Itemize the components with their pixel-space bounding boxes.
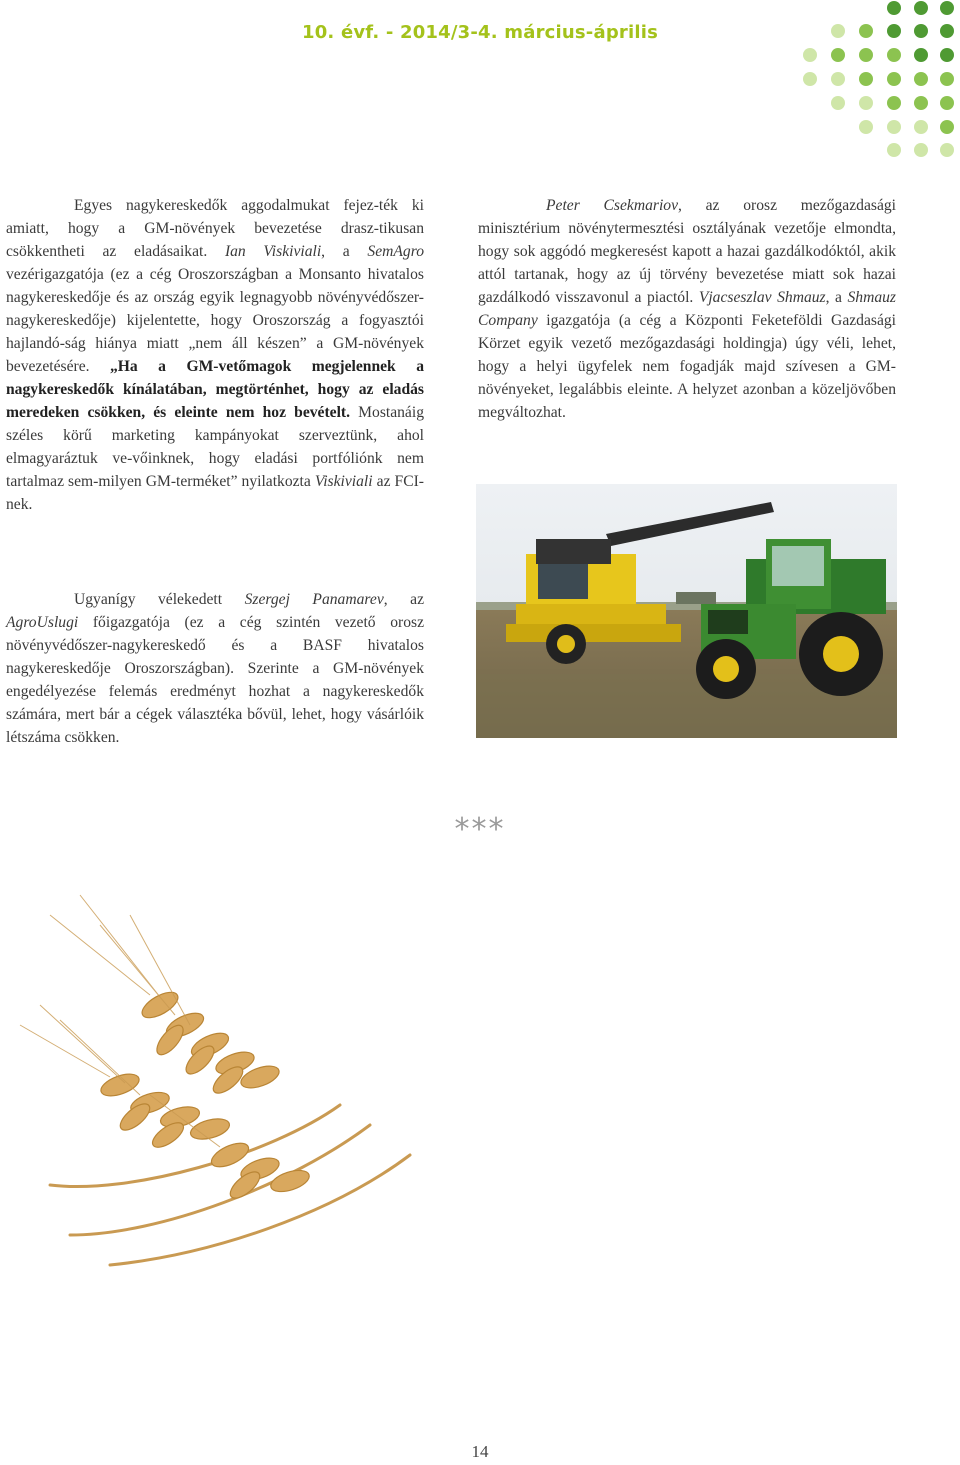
person-name: Peter Csekmariov [546,197,678,214]
person-name: Ian Viskiviali [224,243,322,260]
company-name: AgroUslugi [6,614,79,631]
decorative-dot-grid [0,0,960,160]
article-column-left [6,194,424,516]
issue-header: 10. évf. - 2014/3-4. március-április [301,22,659,43]
article-column-left-2 [6,588,424,749]
company-name: Shmauz Company [478,289,897,329]
bold-quote: „Ha a GM-vetőmagok megjelennek a nagykereskedők kínálatában, megtörténhet, hogy az eladás meredeken csökken, és eleinte nem hoz bevételt. [6,358,424,421]
paragraph-2: Ugyanígy vélekedett Szergej Panamarev, az AgroUslugi főigazgatója (ez a cég szintén vezető orosz növényvédőszer-nagykereskedő és a BASF hivatalos nagykereskedője Oroszországban). Szerinte a GM-növények engedélyezése felemás eredményt hozhat a nagykereskedők számára, mert bár a cégek választéka bővül, lehet, hogy vásárlóik létszáma csökken. [6,591,424,746]
section-separator: *** [454,812,506,847]
person-name: Vjacseszlav Shmauz [698,289,826,306]
page-number: 14 [471,1442,489,1461]
person-name: Viskiviali [314,473,373,490]
person-name: Szergej Panamarev [244,591,384,608]
company-name: SemAgro [367,243,424,260]
article-column-right [478,194,896,424]
paragraph-1: Egyes nagykereskedők aggodalmukat fejez-ték ki amiatt, hogy a GM-növények bevezetése drasz-tikusan csökkentheti az eladásaikat. Ian Viskiviali, a SemAgro vezérigazgatója (ez a cég Oroszországban a Monsanto hivatalos nagykereskedője és az ország egyik legnagyobb növényvédőszer-nagykereskedője) kijelentette, hogy Oroszország a fogyasztói hajlandó-ság hiánya miatt „nem áll készen” a GM-növények bevezetésére. „Ha a GM-vetőmagok megjelennek a nagykereskedők kínálatában, megtörténhet, hogy az eladás meredeken csökken, és eleinte nem hoz bevételt. Mostanáig széles körű marketing kampányokat szerveztünk, ahol elmagyaráztuk ve-vőinknek, hogy eladási portfóliónk nem tartalmaz sem-milyen GM-terméket” nyilatkozta Viskiviali az FCI-nek. [6,197,424,513]
harvest-photo [476,484,897,738]
paragraph-3: Peter Csekmariov, az orosz mezőgazdasági minisztérium növénytermesztési osztályának vezetője elmondta, hogy sok aggódó megkeresést kapott a hazai gazdálkodóktól, akik attól tartanak, hogy az új törvény bevezetése miatt sok hazai gazdálkodó visszavonul a piactól. Vjacseszlav Shmauz, a Shmauz Company igazgatója (a cég a Központi Feketeföldi Gazdasági Körzet egyik vezető mezőgazdasági holdingja) úgy véli, lehet, hogy a helyi ügyfelek nem fogadják majd szívesen a GM-növényeket, legalábbis eleinte. A helyzet azonban a közeljövőben megváltozhat. [478,197,897,421]
wheat-illustration [10,855,470,1270]
